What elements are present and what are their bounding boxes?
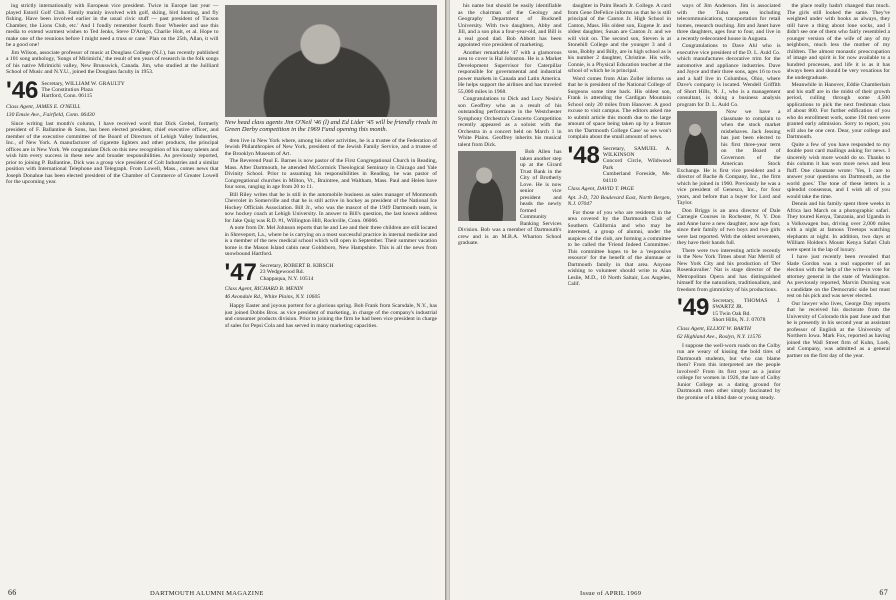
class-secretary-city: Hartford, Conn. 06115 bbox=[41, 93, 93, 100]
class-secretary: Secretary, WILLIAM W. GRAULTY bbox=[41, 80, 125, 87]
article-paragraph: A note from Dr. Mel Johnson reports that he and Lee and their three children are still located in Shreveport, La., where he is carrying on a most successful practice in internal medicine and is a member of the new medical school which will open in September. Their summer vacation home is the Mason Island cabin near Goldsboro, New Hampshire. This is all the news from snowbound Hartford. bbox=[224, 225, 437, 258]
article-paragraph: his name but should be easily identifiable as the chairman of the Geology and Geography Department of Bucknell University. With two daughters, Abby and Jill, and a son plus a four-year-old, and Bill is a real good dad. Bob Abbott has been appointed vice president of marketing. bbox=[458, 3, 562, 48]
class-secretary: Secretary, ROBERT B. KIRSCH bbox=[259, 262, 334, 269]
article-paragraph: daughter in Palm Beach Jr. College. A card from Gene DeFelice informs us that he is still principal of the Canton Jr. High School in Canton, Mass. His oldest son, Eugene Jr. and oldest daughter, Susan are Canton Jr. and we will visit on. The second son, Steven is at Stonehill College and the younger 3 and 4 sons, Bobby and Billy, are in high school as is his number 2 daughter, Christine. His wife, Connie, is a Physical Education teacher at the school of which he is principal. bbox=[567, 3, 671, 74]
article-paragraph: Word comes from Alan Zoller informs us that he is president of the National College of Surgeons some time back. His oldest son, Frank is attending the Cardigan Mountain School only 20 miles from Hanover. A good excuse to visit campus. The editors asked me to submit article this month due to the large amount of space being taken up by a feature on the 'Dartmouth College Case' so we won't complain about the small amount of news. bbox=[567, 75, 671, 140]
article-paragraph: dren live in New York where, among his other activities, he is a trustee of the Federation of Jewish Philanthropies of New York, president of the Jewish Family Service, and a trustee of the Brooklyn Museum of Art. bbox=[224, 137, 437, 157]
class-agent: Class Agent, ELLIOT W. BARTH bbox=[677, 325, 751, 332]
right-page-columns bbox=[458, 3, 890, 582]
article-paragraph: Don Briggs is an area director of Dale Carnegie Courses in Rochester, N. Y. Don and Anne have a new daughter, now age four, since their family of two boys and two girls were last reported. With the oldest seventeen, they have their hands full. bbox=[677, 207, 781, 246]
right-page bbox=[450, 0, 896, 600]
article-paragraph: Now we have a classmate to complain to when the stock market misbehaves. Jack Jessing has just been elected to his first three-year term on the Board of Governors of the American Stock Exchange. He is first vice president and a director of Bache & Company, Inc., the firm which he joined in 1960. Previously he was a vice president of Genesco, Inc., for four years, and before that a buyer for Lord and Taylor. bbox=[677, 109, 781, 206]
article-paragraph: Happy Easter and joyous portent for a glorious spring. Bob Frank from Scarsdale, N.Y., has just joined Dobbs Bros. as vice president of marketing, in charge of the company's industrial and consumer products division. Prior to joining the firm he had been vice president in charge of sales for Pepsi Cola and has served in many marketing capacities. bbox=[224, 303, 437, 329]
class-agent-address: 62 Highland Ave., Roslyn, N.Y. 11576 bbox=[677, 334, 761, 341]
article-paragraph: For those of you who are residents in the area covered by the Dartmouth Club of Southern California and who may be interested, a group of alumni, under the auspices of the club, are forming a committee to be called the 'Friend Indeed Committee.' This committee hopes to be a 'responsive resource' for the benefit of the alumnae or Dartmouth family in that area. Anyone wishing to volunteer should write to Alan Leslie, M.D., 10 North Saltair, Los Angeles, Calif. bbox=[567, 209, 671, 288]
class-secretary: Secretary, THOMAS J. SWARTZ JR. bbox=[712, 298, 781, 311]
left-column-1 bbox=[6, 3, 219, 582]
class-agent-address: 46 Avondale Rd., White Plains, N.Y. 10605 bbox=[224, 294, 321, 301]
page-number-right: 67 bbox=[879, 588, 888, 597]
portrait-photo bbox=[677, 111, 717, 165]
class-year: '46 bbox=[6, 76, 39, 104]
class-secretary: Secretary, SAMUEL A. WILKINSON bbox=[602, 145, 671, 158]
magazine-title: DARTMOUTH ALUMNI MAGAZINE bbox=[150, 590, 264, 597]
article-paragraph: I suppose the well-worn roads on the Colby run are weary of kissing the bold tires of Dartmouth students, but who can blame them? From this interpreted are the people involved? From its first year as a junior college for women in 1926, the lure of Colby Junior College as a dating ground for Dartmouth men other simply fascinated by the promise of a blind date or young steady. bbox=[677, 342, 781, 401]
class-header-48 bbox=[567, 141, 672, 208]
class-year: '48 bbox=[567, 141, 600, 169]
class-secretary-city: Chappaqua, N.Y. 10514 bbox=[259, 275, 314, 282]
class-secretary-address: Concord Circle, Wildwood Park bbox=[602, 158, 671, 171]
article-paragraph: Bob Allen has taken another step up at the Girard Trust Bank in the City of Brotherly Love. He is now senior vice president and heads the newly formed Community Banking Services Division. Bob was a member of Dartmouth's crew and is an M.B.A. Wharton School graduate. bbox=[458, 149, 562, 246]
article-paragraph: I have just recently been revealed that Slade Gordon was a real supporter of an election with the help of the write-in vote for attorney general in the state of Washington. As previously reported, Marvin Durning was a candidate on the Democratic side but must rest on his pick and was never elected. bbox=[786, 254, 890, 299]
article-paragraph: Since writing last month's column, I have received word that Dick Grebel, formerly president of F. Ballantine & Sons, has been elected president, chief executive officer, and member of the executive committee of the Board of Directors of Lehigh Valley Industries, Inc., of New York. A manufacturer of cigarette lighters and other products, the principal offices are in New York. We congratulate Dick on this new recognition of his many talents and wish him every success in these new and broader responsibilities. As previously reported, prior to joining P. Ballantine, Dick was a group vice president of Colt Industries and a similar position with International Telephone and Telegraph. From Lowell, Mass., comes news that Joseph Donahue has been elected president of the Chamber of Commerce of Greater Lowell for the upcoming year. bbox=[6, 120, 219, 186]
article-paragraph: Congratulations to Dick and Lucy Nesin's son Geoffrey who as a result of his outstanding performance in the Westchester Symphony Orchestra's Concerto Competition recently appeared as a soloist with the Orchestra in a concert held on March 1 in White Plains. Geoffrey inherits his musical talent from Dick. bbox=[458, 96, 562, 148]
article-paragraph: Bill Riley writes that he is still in the automobile business as sales manager of Monmouth Chevrolet in Somerville and that he is still active in hockey as president of the National Ice Hockey Officials Association. Bill Jr., who was the mascot of the 1949 Dartmouth team, is now hockey coach at Lehigh University. In answer to Bill's question, the last known address for Jake Quig was R.D. #1, Willington Hill, Rockville, Conn. 06066. bbox=[224, 191, 437, 224]
article-paragraph: ing strictly internationally with European vice president. Twice in Europe last year — played Estoril Golf Club. Family mainly involved with golf, skiing, bird hunting, and fly fishing. Have been involved earlier in the usual civic stuff — past president of Tucson Chamber, the Lions Club, etc.' And I fondly remember fourth floor Wheeler and use this media to extend warmest wishes to Ted Jenks, Steve D'Arrigo, Charlie Holt, et al. Hope to make one of the reunions before I might need a truss or cane.' Plan on the 25th, Allan, it will be a good one! bbox=[6, 3, 219, 48]
article-paragraph: Quite a few of you have responded to my double post card mailings asking for news. I sincerely wish more would do so. Thanks to this column it has won more news and less fluff. One classmate wrote: 'Yes, I care to answer your questions on Dartmouth, as the world goes.' The tone of these letters is a splendid consensus, and I wish all of you would take the time. bbox=[786, 141, 890, 200]
article-paragraph: Another remarkable '47 with a glamorous area to cover is Hal Johnston. He is a Market Development Supervisor for Caterpillar responsible for governmental and industrial power markets in Canada and Latin America. He helps support the airlines and has traveled 55,000 miles in 1968. bbox=[458, 49, 562, 95]
class-agent-address: Apt. 3-D, 720 Boulevard East, North Bergen, N.J. 07047 bbox=[567, 194, 671, 208]
class-secretary-city: Cumberland Foreside, Me. 04110 bbox=[602, 171, 671, 184]
class-header-46 bbox=[6, 76, 219, 119]
class-secretary-address: The Constitution Plaza bbox=[41, 86, 93, 93]
right-column-4 bbox=[787, 3, 891, 582]
class-agent: Class Agent, RICHARD B. MENIN bbox=[224, 285, 304, 292]
left-column-2 bbox=[225, 3, 438, 582]
article-paragraph: There were two interesting article recently in the New York Times about Nat Merrill of New York City and his production of 'Der Rosenkavalier.' Nat is stage director of the Metropolitan Opera and has distinguished himself for the naturalism, traditionalism, and freedom from gimmickry of his productions. bbox=[677, 247, 781, 293]
article-paragraph: Jim Wilson, associate professor of music at Douglass College (N.J.), has recently published a 101 song anthology, 'Songs of Mirimichi,' the result of ten years of research in the folk songs of his native Mirimichi valley, New Brunswick, Canada. Jim, who studied at the Juilliard School of Music and N.Y.U., joined the Douglass faculty in 1953. bbox=[6, 49, 219, 75]
article-paragraph: Dennis and his family spent three weeks in Africa last March on a photographic safari. They toured Kenya, Tanzania, and Uganda in a Volkswagen bus, driving over 2,000 miles with a night at famous Treetops watching elephants at night. In addition, two days at William Holden's Mount Kenya Safari Club were spent in the lap of luxury. bbox=[786, 201, 890, 253]
page-number-left: 66 bbox=[8, 588, 17, 597]
article-paragraph: Congratulations to Dave Ahl who is executive vice president of the D. L. Auld Co. which manufactures decorative trim for the automotive and appliance industries. Dave and Joyce and their three sons, ages 16 to two and a half live in Columbus, Ohio, where Dave's company is located. Wendell Griffith of Short Hills, N. J., who is a management consultant, is doing a business analysis program for D. L. Auld Co. bbox=[677, 43, 781, 108]
class-secretary-address: 15 Twin Oak Rd. bbox=[712, 310, 751, 317]
class-header-47 bbox=[224, 258, 438, 301]
article-paragraph: Our lawyer who lives, George Day reports that he received his doctorate from the University of Colorado this past June and that he is presently in his second year as assistant professor of English at the University of Northern Iowa. Mark Fox, reported as having joined the Wall Street firm of Kuhn, Loeb, and Company, was admitted as a general partner on the first day of the year. bbox=[786, 300, 890, 359]
class-secretary-city: Short Hills, N. J. 07078 bbox=[712, 317, 766, 324]
left-page-columns bbox=[6, 3, 437, 582]
class-agent: Class Agent, JAMES E. O'NEILL bbox=[6, 103, 81, 110]
article-paragraph: The Reverend Paul E. Barnes is now pastor of the First Congregational Church in Reading, Mass. After Dartmouth, he attended McCormick Theological Seminary in Chicago and Yale Divinity School. Prior to assuming his responsibilities in Reading, he was pastor of Congregational churches in Milton, Vt., Braintree, and Waltham, Mass. Paul and Helen have four sons, ranging in age from 20 to 11. bbox=[224, 158, 437, 191]
photo-caption: New head class agents Jim O'Neil '46 (l) and Ed Lider '45 will be friendly rivals in Green Derby competition in the 1969 Fund opening this month. bbox=[224, 119, 437, 134]
class-secretary-address: 23 Wedgewood Rd. bbox=[259, 269, 304, 276]
right-column-3 bbox=[677, 3, 781, 582]
issue-date: Issue of APRIL 1969 bbox=[580, 590, 642, 597]
portrait-photo bbox=[458, 151, 516, 221]
right-column-1 bbox=[458, 3, 562, 582]
article-paragraph: the place really hadn't changed that much. The girls still looked the same. They've weighted under with books as always, they still have a thing about lone socks, and I didn't see one of them who fairly resembled a younger version of the wife of any of my neighbors, much less the mother of my children. The almost monastic preoccupation of image and spirit is for now available to a hundred processes, and life it is as it has always been and should be very vexatious for the undergraduate. bbox=[786, 3, 890, 81]
class-header-49 bbox=[677, 294, 781, 341]
article-paragraph: ways of Jim Anderson. Jim is associated with the Tulsa area including telecommunications, transportation for retail homes, research teaching. Jim and Janet have three daughters, ages four to four, and live in a recently redecorated house in Augusta. bbox=[677, 3, 781, 42]
class-agents-photo bbox=[225, 5, 438, 117]
class-agent: Class Agent, DAVID T. PAGE bbox=[567, 185, 635, 192]
class-year: '47 bbox=[224, 258, 257, 286]
class-year: '49 bbox=[677, 294, 710, 321]
left-page bbox=[0, 0, 446, 600]
article-paragraph: Meanwhile in Hanover, Eddie Chamberlain and his staff are in the midst of their growth period, culling through some 4,500 applications to pick the next freshman class of about 800. For further edification of you who do enrollment work, some 194 men were granted early admission. Sorry to report, you will also be one cent. Dear, your college and Dartmouth. bbox=[786, 82, 890, 140]
class-agent-address: 130 Emsie Ave., Fairfield, Conn. 06430 bbox=[6, 112, 95, 119]
right-column-2 bbox=[568, 3, 672, 582]
